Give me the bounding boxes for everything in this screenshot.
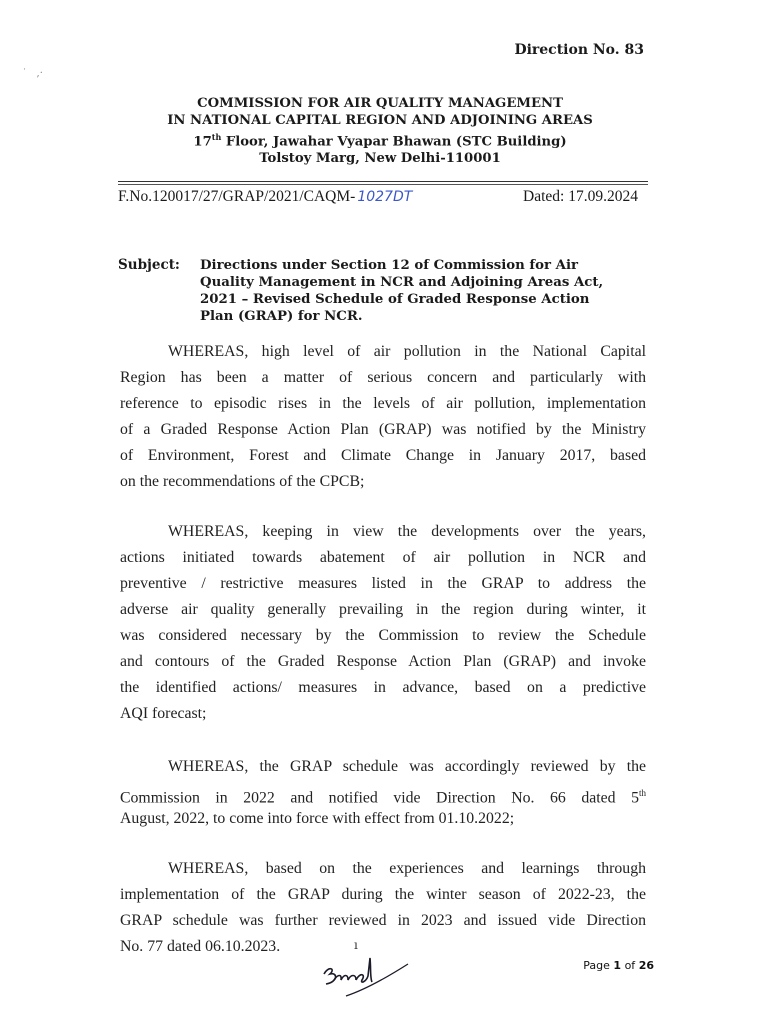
letterhead-city: Tolstoy Marg, New Delhi-110001	[259, 151, 501, 167]
paragraph-4	[120, 856, 646, 960]
paragraph-line: the identified actions/ measures in advance, based on a predictive	[120, 679, 646, 696]
subject-line: Quality Management in NCR and Adjoining Areas Act,	[200, 275, 604, 290]
subject-label: Subject:	[118, 257, 180, 273]
paragraph-line: WHEREAS, based on the experiences and learnings through	[168, 860, 646, 877]
floor-suffix: th	[211, 132, 222, 142]
handwritten-signature	[316, 952, 416, 1002]
letterhead-line-2: IN NATIONAL CAPITAL REGION AND ADJOINING AREAS	[167, 113, 593, 128]
paragraph-line	[120, 780, 646, 806]
paragraph-line: adverse air quality generally prevailing in the region during winter, it	[120, 601, 646, 618]
subject-line: Directions under Section 12 of Commission for Air	[200, 258, 579, 273]
subject-line: Plan (GRAP) for NCR.	[200, 309, 363, 324]
paragraph-2	[120, 519, 646, 727]
paragraph-line: actions initiated towards abatement of air pollution in NCR and	[120, 549, 646, 566]
paragraph-line: on the recommendations of the CPCB;	[120, 473, 365, 490]
paragraph-1	[120, 339, 646, 495]
scan-mark: ˙ ,·	[22, 68, 43, 79]
paragraph-line: AQI forecast;	[120, 705, 207, 722]
paragraph-line: WHEREAS, high level of air pollution in the National Capital	[168, 343, 646, 360]
paragraph-line: WHEREAS, keeping in view the developments over the years,	[168, 523, 646, 540]
building-name: Floor, Jawahar Vyapar Bhawan (STC Building)	[221, 134, 567, 150]
page-of: of	[621, 959, 639, 972]
paragraph-line: of Environment, Forest and Climate Change in January 2017, based	[120, 447, 646, 464]
paragraph-line: implementation of the GRAP during the winter season of 2022-23, the	[120, 886, 646, 903]
handwritten-dispatch-number: 1027DT	[357, 189, 413, 205]
paragraph-line: GRAP schedule was further reviewed in 2023 and issued vide Direction	[120, 912, 646, 929]
paragraph-line: WHEREAS, the GRAP schedule was accordingly reviewed by the	[168, 758, 646, 775]
paragraph-line: preventive / restrictive measures listed in the GRAP to address the	[120, 575, 646, 592]
paragraph-line-text: Commission in 2022 and notified vide Direction No. 66 dated 5	[120, 789, 639, 807]
letterhead-address	[130, 129, 630, 150]
paragraph-line: of a Graded Response Action Plan (GRAP) was notified by the Ministry	[120, 421, 646, 438]
page-total: 26	[638, 959, 654, 972]
paragraph-line: and contours of the Graded Response Action Plan (GRAP) and invoke	[120, 653, 646, 670]
letterhead-line-1: COMMISSION FOR AIR QUALITY MANAGEMENT	[197, 96, 563, 111]
letterhead	[130, 95, 630, 167]
page-current: 1	[613, 959, 622, 972]
file-reference	[118, 188, 638, 206]
header-divider	[118, 181, 648, 182]
page-number	[583, 959, 654, 972]
paragraph-3	[120, 754, 646, 832]
subject-text	[200, 257, 648, 325]
page-prefix: Page	[583, 959, 614, 972]
header-divider-secondary	[118, 184, 648, 185]
paragraph-line: No. 77 dated 06.10.2023.	[120, 938, 281, 955]
paragraph-line: was considered necessary by the Commission to review the Schedule	[120, 627, 646, 644]
paragraph-line: reference to episodic rises in the levels of air pollution, implementation	[120, 395, 646, 412]
dated-field: Dated: 17.09.2024	[523, 188, 638, 205]
subject-line: 2021 – Revised Schedule of Graded Response Action	[200, 292, 590, 307]
date-suffix: th	[638, 788, 646, 798]
file-number: F.No.120017/27/GRAP/2021/CAQM-	[118, 188, 356, 205]
floor-number: 17	[193, 134, 212, 150]
direction-number: Direction No. 83	[514, 42, 644, 58]
paragraph-line: August, 2022, to come into force with effect from 01.10.2022;	[120, 810, 515, 827]
paragraph-line: Region has been a matter of serious concern and particularly with	[120, 369, 646, 386]
pen-tick-mark: ı	[354, 938, 358, 952]
